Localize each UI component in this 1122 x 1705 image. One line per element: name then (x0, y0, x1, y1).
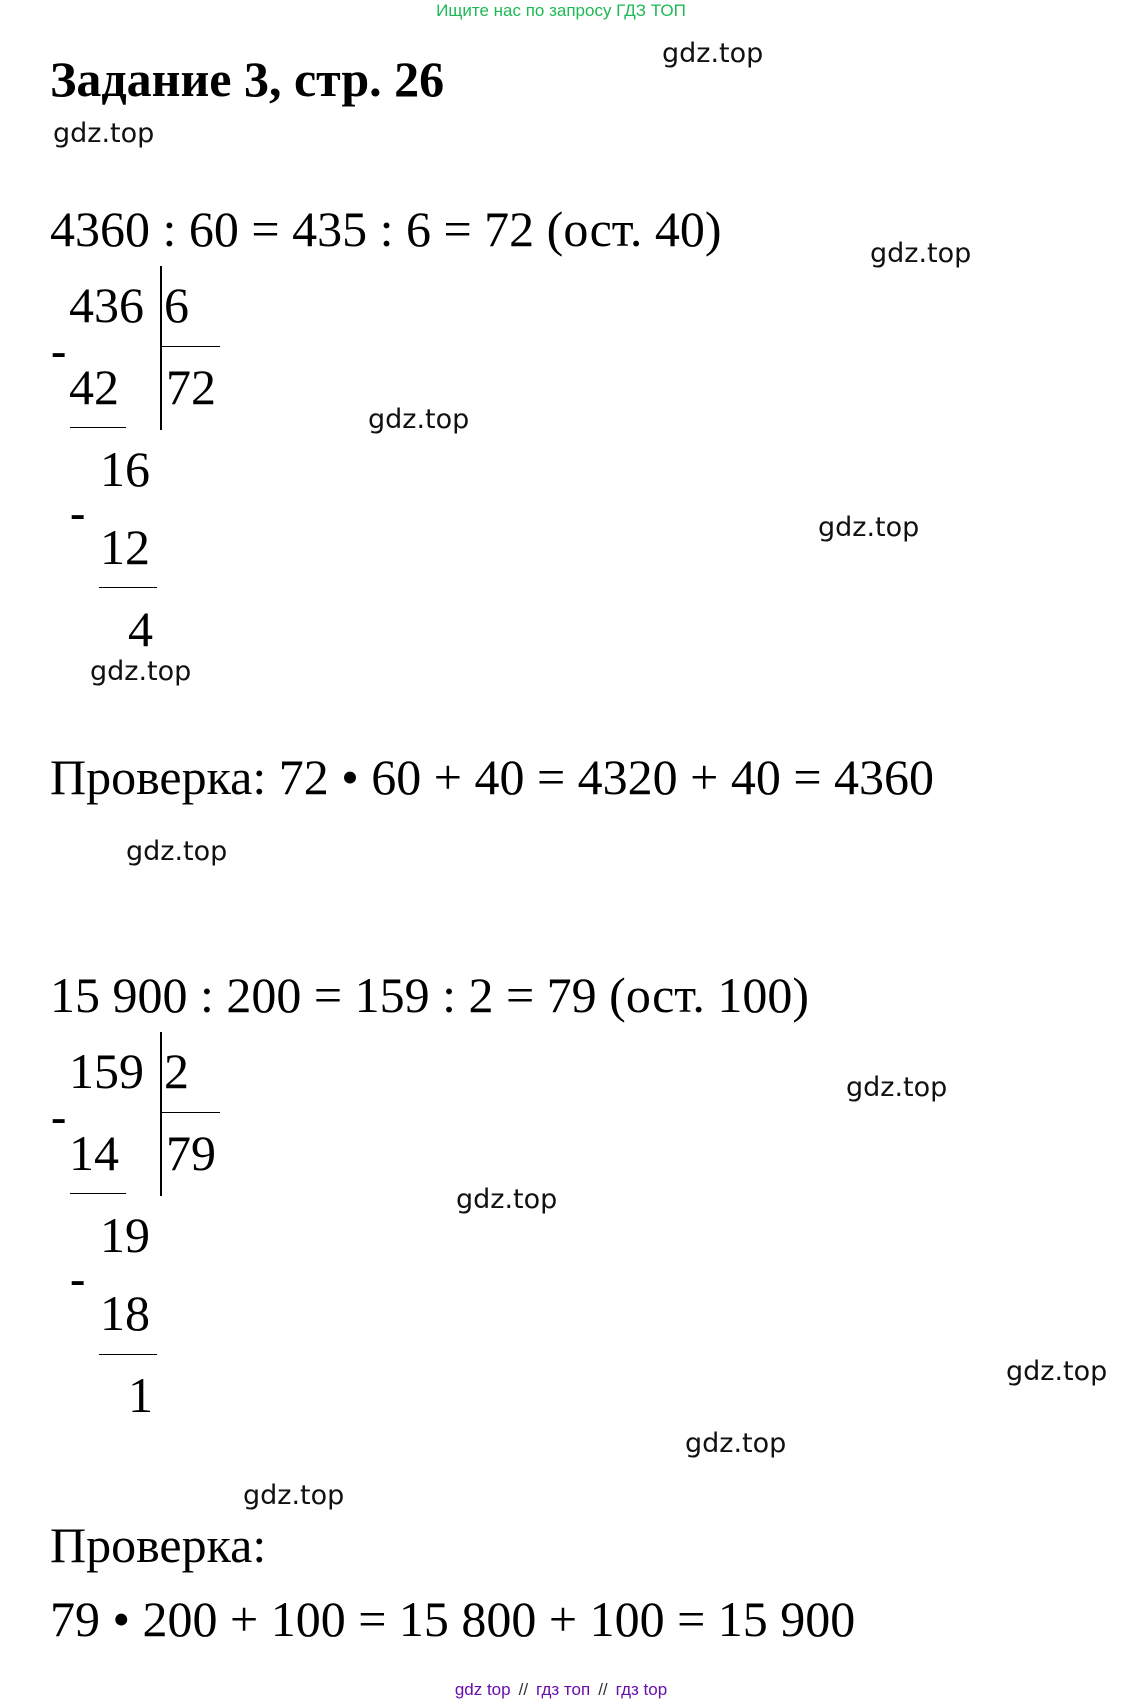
p1-quotient-line (160, 346, 220, 347)
footer-separator: // (598, 1680, 608, 1699)
problem2-check-label: Проверка: (50, 1517, 267, 1573)
problem2-equation: 15 900 : 200 = 159 : 2 = 79 (ост. 100) (50, 967, 810, 1023)
watermark: gdz.top (126, 836, 228, 867)
p1-remainder: 4 (128, 601, 153, 657)
p2-rem1: 19 (100, 1207, 150, 1263)
p2-quotient: 79 (166, 1125, 216, 1181)
p1-divisor: 6 (164, 277, 189, 333)
p2-sub2: 18 (100, 1285, 150, 1341)
p1-sub2: 12 (100, 519, 150, 575)
p2-divisor: 2 (164, 1043, 189, 1099)
watermark: gdz.top (53, 118, 155, 149)
p2-underline-1 (70, 1193, 126, 1194)
p1-minus-2: - (70, 487, 86, 538)
watermark: gdz.top (846, 1072, 948, 1103)
page-title: Задание 3, стр. 26 (50, 51, 445, 107)
watermark: gdz.top (243, 1480, 345, 1511)
footer-links (0, 1680, 1122, 1700)
p2-minus-2: - (70, 1253, 86, 1304)
problem2-check-expression: 79 • 200 + 100 = 15 800 + 100 = 15 900 (50, 1591, 856, 1647)
watermark: gdz.top (818, 512, 920, 543)
p1-dividend: 436 (69, 277, 144, 333)
p2-sub1: 14 (69, 1125, 119, 1181)
watermark: gdz.top (870, 238, 972, 269)
watermark: gdz.top (685, 1428, 787, 1459)
p1-divider-line (160, 266, 162, 430)
p1-minus-1: - (51, 325, 67, 376)
p2-remainder: 1 (128, 1367, 153, 1423)
p2-divider-line (160, 1032, 162, 1196)
p2-minus-1: - (51, 1091, 67, 1142)
p2-quotient-line (160, 1112, 220, 1113)
p1-sub1: 42 (69, 359, 119, 415)
footer-link[interactable]: гдз топ (536, 1680, 591, 1699)
p1-rem1: 16 (100, 441, 150, 497)
watermark: gdz.top (368, 404, 470, 435)
p1-quotient: 72 (166, 359, 216, 415)
p1-underline-2 (99, 587, 157, 588)
problem1-check: Проверка: 72 • 60 + 40 = 4320 + 40 = 4360 (50, 749, 935, 805)
footer-link[interactable]: gdz top (454, 1680, 511, 1699)
footer-link[interactable]: гдз top (615, 1680, 668, 1699)
watermark: gdz.top (456, 1184, 558, 1215)
problem1-equation: 4360 : 60 = 435 : 6 = 72 (ост. 40) (50, 201, 722, 257)
p1-underline-1 (70, 427, 126, 428)
watermark: gdz.top (90, 656, 192, 687)
footer-separator: // (518, 1680, 529, 1699)
top-banner[interactable]: Ищите нас по запросу ГДЗ ТОП (436, 1, 686, 20)
watermark: gdz.top (662, 38, 764, 69)
watermark: gdz.top (1006, 1356, 1108, 1387)
p2-dividend: 159 (69, 1043, 144, 1099)
p2-underline-2 (99, 1354, 157, 1355)
